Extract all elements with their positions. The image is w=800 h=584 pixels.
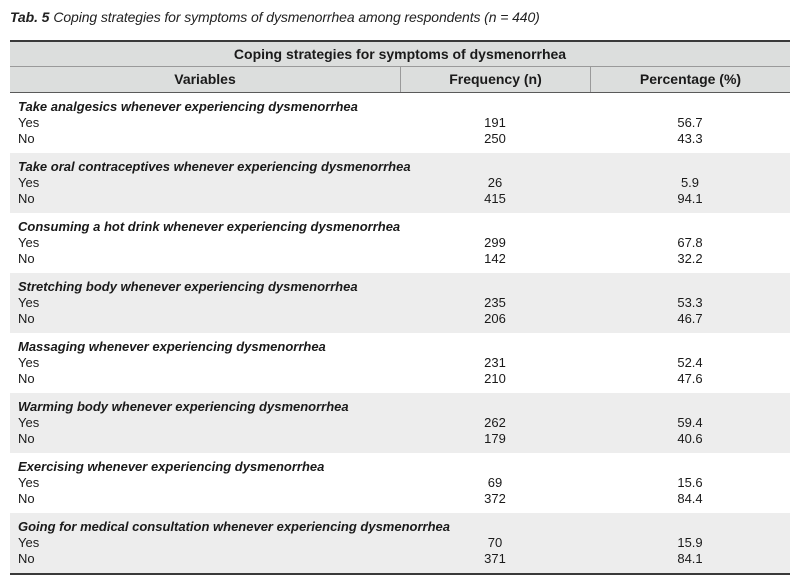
row-label: Yes — [18, 535, 40, 550]
table-row — [18, 475, 790, 491]
table-header-row — [10, 67, 790, 93]
table-group — [10, 393, 790, 453]
table-row — [18, 251, 790, 267]
row-percentage: 84.4 — [677, 491, 703, 506]
caption-label: Tab. 5 — [10, 9, 50, 25]
row-label: Yes — [18, 475, 40, 490]
row-frequency: 371 — [484, 551, 506, 566]
row-label: No — [18, 371, 35, 386]
row-label: No — [18, 131, 35, 146]
row-percentage: 67.8 — [677, 235, 703, 250]
table-group — [10, 333, 790, 393]
row-percentage: 32.2 — [677, 251, 703, 266]
row-percentage: 56.7 — [677, 115, 703, 130]
row-label: No — [18, 311, 35, 326]
row-label: Yes — [18, 235, 40, 250]
table-group — [10, 213, 790, 273]
table-bottom-rule — [10, 573, 790, 575]
table-row — [18, 431, 790, 447]
caption-text: Coping strategies for symptoms of dysmenorrhea among respondents (n = 440) — [53, 9, 540, 25]
group-title: Take oral contraceptives whenever experiencing dysmenorrhea — [18, 159, 411, 174]
table-row — [18, 491, 790, 507]
table-row — [18, 175, 790, 191]
row-frequency: 191 — [484, 115, 506, 130]
table-group — [10, 153, 790, 213]
column-header-percentage: Percentage (%) — [590, 67, 790, 92]
table-row — [18, 191, 790, 207]
coping-strategies-table — [10, 40, 790, 575]
row-frequency: 179 — [484, 431, 506, 446]
table-group — [10, 453, 790, 513]
table-group — [10, 513, 790, 573]
row-percentage: 94.1 — [677, 191, 703, 206]
table-row — [18, 131, 790, 147]
row-label: Yes — [18, 415, 40, 430]
row-percentage: 53.3 — [677, 295, 703, 310]
row-percentage: 84.1 — [677, 551, 703, 566]
row-label: Yes — [18, 115, 40, 130]
row-frequency: 415 — [484, 191, 506, 206]
row-label: No — [18, 191, 35, 206]
row-label: No — [18, 431, 35, 446]
table-group — [10, 93, 790, 153]
group-title: Exercising whenever experiencing dysmenorrhea — [18, 459, 325, 474]
row-frequency: 372 — [484, 491, 506, 506]
row-percentage: 5.9 — [680, 175, 700, 190]
row-frequency: 142 — [484, 251, 506, 266]
row-percentage: 59.4 — [677, 415, 703, 430]
row-frequency: 206 — [484, 311, 506, 326]
group-title: Consuming a hot drink whenever experiencing dysmenorrhea — [18, 219, 401, 234]
row-label: Yes — [18, 295, 40, 310]
table-row — [18, 355, 790, 371]
row-label: No — [18, 251, 35, 266]
group-title: Take analgesics whenever experiencing dysmenorrhea — [18, 99, 358, 114]
column-header-variables: Variables — [174, 71, 236, 87]
row-percentage: 40.6 — [677, 431, 703, 446]
table-caption — [10, 9, 540, 25]
row-frequency: 231 — [484, 355, 506, 370]
row-label: No — [18, 491, 35, 506]
table-row — [18, 535, 790, 551]
table-row — [18, 115, 790, 131]
row-percentage: 43.3 — [677, 131, 703, 146]
row-label: Yes — [18, 175, 40, 190]
row-frequency: 235 — [484, 295, 506, 310]
table-group — [10, 273, 790, 333]
table-title: Coping strategies for symptoms of dysmenorrhea — [10, 42, 790, 67]
table-row — [18, 415, 790, 431]
row-frequency: 299 — [484, 235, 506, 250]
table-row — [18, 235, 790, 251]
row-label: Yes — [18, 355, 40, 370]
table-row — [18, 371, 790, 387]
group-title: Going for medical consultation whenever experiencing dysmenorrhea — [18, 519, 450, 534]
row-frequency: 26 — [487, 175, 503, 190]
row-frequency: 210 — [484, 371, 506, 386]
row-frequency: 262 — [484, 415, 506, 430]
row-frequency: 70 — [487, 535, 503, 550]
table-row — [18, 311, 790, 327]
group-title: Warming body whenever experiencing dysmenorrhea — [18, 399, 349, 414]
row-percentage: 15.6 — [677, 475, 703, 490]
row-percentage: 47.6 — [677, 371, 703, 386]
group-title: Massaging whenever experiencing dysmenorrhea — [18, 339, 326, 354]
row-label: No — [18, 551, 35, 566]
row-frequency: 250 — [484, 131, 506, 146]
table-row — [18, 551, 790, 567]
column-header-frequency: Frequency (n) — [400, 67, 590, 92]
row-percentage: 15.9 — [677, 535, 703, 550]
row-percentage: 46.7 — [677, 311, 703, 326]
table-row — [18, 295, 790, 311]
row-percentage: 52.4 — [677, 355, 703, 370]
row-frequency: 69 — [487, 475, 503, 490]
group-title: Stretching body whenever experiencing dysmenorrhea — [18, 279, 358, 294]
